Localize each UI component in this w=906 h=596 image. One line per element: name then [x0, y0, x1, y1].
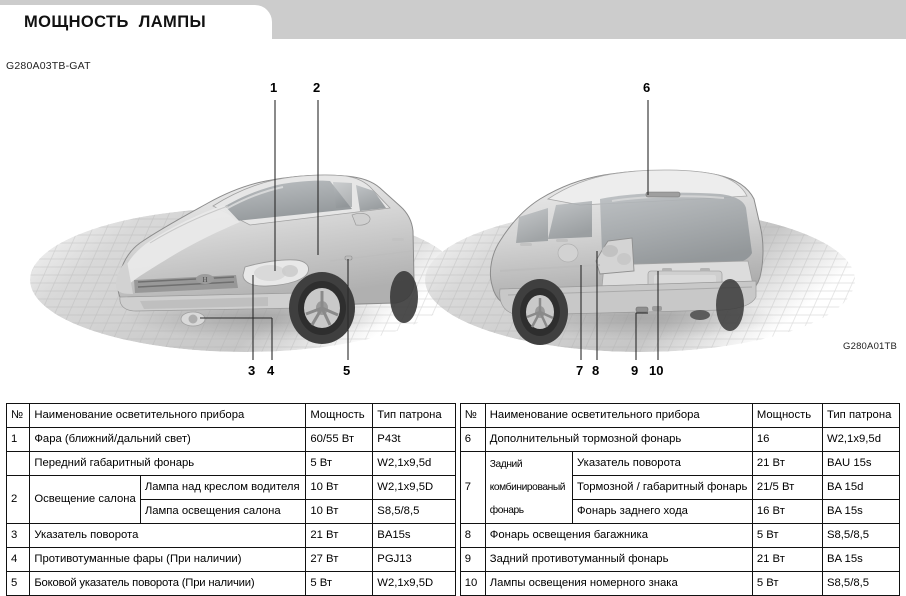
row-subname: Лампа освещения салона	[140, 500, 306, 524]
row-name: Фонарь освещения багажника	[485, 524, 752, 548]
row-group-name	[30, 476, 141, 524]
header-power: Мощность	[306, 404, 373, 428]
table-row	[460, 428, 899, 452]
header-banner	[0, 5, 272, 39]
row-socket: S8,5/8,5	[822, 524, 899, 548]
bulb-location-illustration	[0, 75, 906, 395]
row-power: 16	[752, 428, 822, 452]
row-socket: BA 15s	[822, 500, 899, 524]
callout-7: 7	[576, 363, 584, 378]
rear-car-illustration	[490, 170, 775, 345]
row-name: Указатель поворота	[30, 524, 306, 548]
row-subname: Указатель поворота	[572, 452, 752, 476]
row-num: 6	[460, 428, 485, 452]
row-name: Противотуманные фары (При наличии)	[30, 548, 306, 572]
row-group-name-line1: Освещение	[34, 493, 96, 505]
diagram-code-right: G280A01TB	[843, 341, 898, 352]
row-socket: W2,1x9,5D	[373, 572, 455, 596]
row-name: Задний противотуманный фонарь	[485, 548, 752, 572]
row-name: Передний габаритный фонарь	[30, 452, 306, 476]
row-num: 1	[7, 428, 30, 452]
header-power: Мощность	[752, 404, 822, 428]
row-socket: BA 15d	[822, 476, 899, 500]
row-num: 2	[7, 476, 30, 524]
callout-10: 10	[649, 363, 664, 378]
row-power: 21 Вт	[752, 452, 822, 476]
row-name: Фара (ближний/дальний свет)	[30, 428, 306, 452]
table-row	[7, 572, 456, 596]
diagram-code-left: G280A03TB-GAT	[6, 60, 91, 72]
row-group-name-line2: салона	[98, 493, 136, 505]
row-socket: P43t	[373, 428, 455, 452]
table-row	[7, 548, 456, 572]
bulb-table-left	[6, 403, 456, 596]
row-power: 60/55 Вт	[306, 428, 373, 452]
callout-6: 6	[643, 80, 651, 95]
bulb-wattage-tables	[6, 403, 900, 596]
row-num: 8	[460, 524, 485, 548]
row-name: Боковой указатель поворота (При наличии)	[30, 572, 306, 596]
table-row	[7, 452, 456, 476]
row-subname: Фонарь заднего хода	[572, 500, 752, 524]
table-row	[7, 524, 456, 548]
row-socket: BA 15s	[822, 548, 899, 572]
header-socket: Тип патрона	[822, 404, 899, 428]
table-row	[460, 452, 899, 476]
row-name: Дополнительный тормозной фонарь	[485, 428, 752, 452]
row-power: 10 Вт	[306, 500, 373, 524]
row-num: 4	[7, 548, 30, 572]
callout-4: 4	[267, 363, 275, 378]
page-title: МОЩНОСТЬ ЛАМПЫ	[24, 12, 207, 31]
callout-8: 8	[592, 363, 600, 378]
row-num: 3	[7, 524, 30, 548]
row-group-name-line1: Задний	[489, 459, 523, 470]
table-row	[7, 476, 456, 500]
row-subname: Тормозной / габаритный фонарь	[572, 476, 752, 500]
row-power: 21/5 Вт	[752, 476, 822, 500]
header-name: Наименование осветительного прибора	[30, 404, 306, 428]
header-socket: Тип патрона	[373, 404, 455, 428]
bulb-table-right	[460, 403, 900, 596]
header-num: №	[7, 404, 30, 428]
row-power: 21 Вт	[752, 548, 822, 572]
row-power: 21 Вт	[306, 524, 373, 548]
row-name: Лампы освещения номерного знака	[485, 572, 752, 596]
row-power: 27 Вт	[306, 548, 373, 572]
row-socket: BAU 15s	[822, 452, 899, 476]
table-row	[460, 524, 899, 548]
table-header-row	[460, 404, 899, 428]
row-socket: W2,1x9,5d	[822, 428, 899, 452]
row-group-name-line2: комбинированый	[489, 482, 566, 493]
row-socket: W2,1x9,5D	[373, 476, 455, 500]
row-group-name	[485, 452, 572, 524]
row-socket: S8,5/8,5	[822, 572, 899, 596]
callout-3: 3	[248, 363, 256, 378]
row-power: 5 Вт	[752, 572, 822, 596]
table-row	[460, 572, 899, 596]
front-car-illustration	[116, 175, 418, 344]
svg-text:H: H	[202, 276, 208, 284]
row-num	[7, 452, 30, 476]
row-num: 5	[7, 572, 30, 596]
callout-5: 5	[343, 363, 351, 378]
row-socket: BA15s	[373, 524, 455, 548]
row-power: 5 Вт	[306, 452, 373, 476]
row-power: 5 Вт	[752, 524, 822, 548]
header-name: Наименование осветительного прибора	[485, 404, 752, 428]
row-power: 10 Вт	[306, 476, 373, 500]
table-row	[7, 428, 456, 452]
row-socket: S8,5/8,5	[373, 500, 455, 524]
callout-1: 1	[270, 80, 278, 95]
callout-9: 9	[631, 363, 639, 378]
table-row	[460, 548, 899, 572]
row-num: 7	[460, 452, 485, 524]
row-num: 9	[460, 548, 485, 572]
callout-2: 2	[313, 80, 321, 95]
row-socket: PGJ13	[373, 548, 455, 572]
row-socket: W2,1x9,5d	[373, 452, 455, 476]
car-diagram-svg	[0, 75, 906, 395]
row-num: 10	[460, 572, 485, 596]
row-power: 5 Вт	[306, 572, 373, 596]
header-num: №	[460, 404, 485, 428]
row-subname: Лампа над креслом водителя	[140, 476, 306, 500]
table-header-row	[7, 404, 456, 428]
row-group-name-line3: фонарь	[489, 505, 524, 516]
row-power: 16 Вт	[752, 500, 822, 524]
